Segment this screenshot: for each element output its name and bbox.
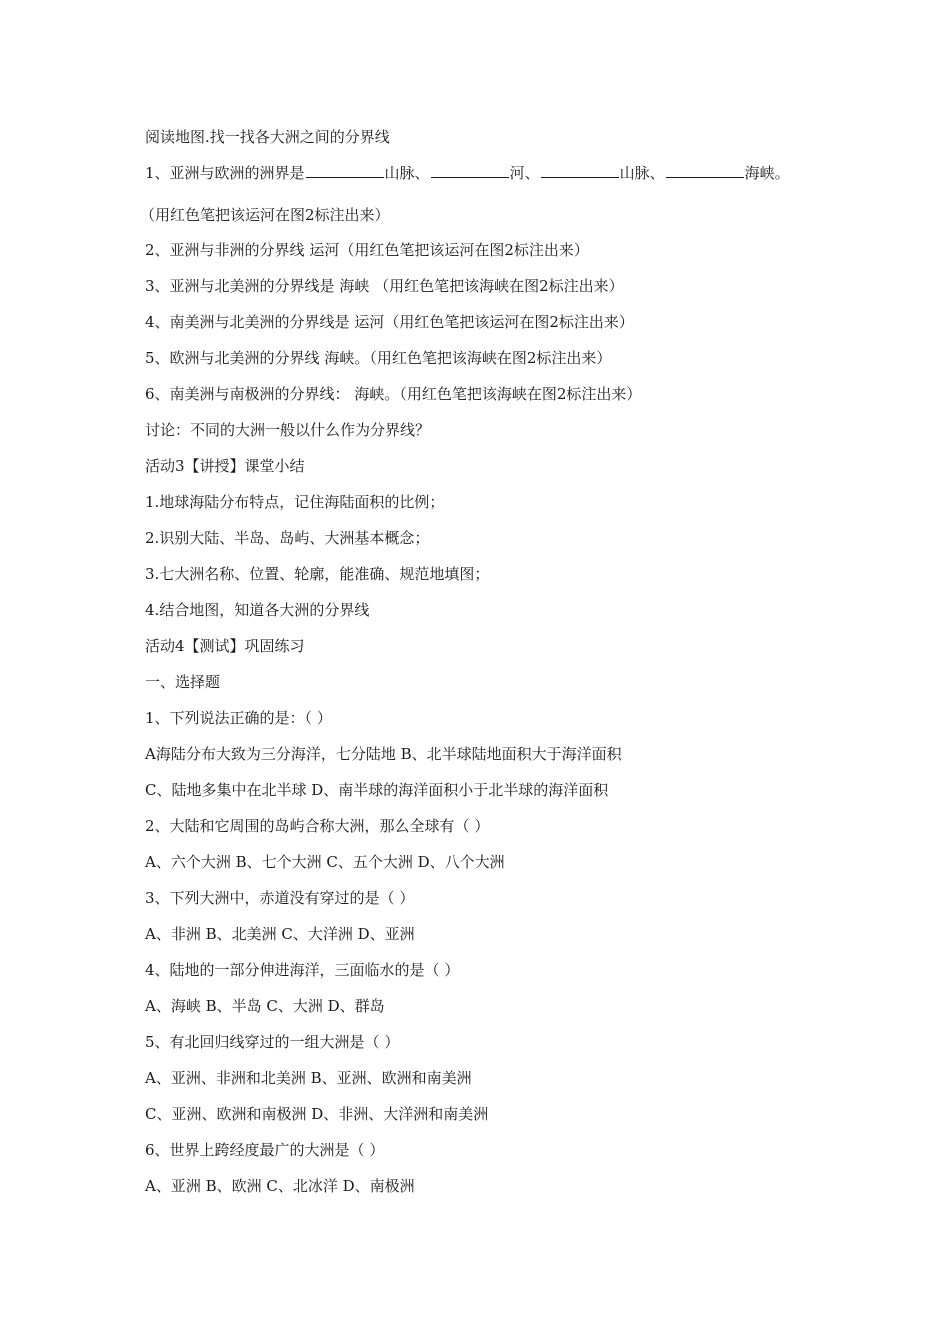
activity-3-title: 活动3【讲授】课堂小结 (145, 457, 305, 475)
intro-text: 阅读地图.找一找各大洲之间的分界线 (145, 128, 390, 146)
question-1-prefix: 1、亚洲与欧洲的洲界是 (145, 164, 305, 182)
quiz-options: A、非洲 B、北美洲 C、大洋洲 D、亚洲 (145, 925, 415, 943)
quiz-question: 6、世界上跨经度最广的大洲是（ ） (145, 1141, 385, 1159)
discussion-text: 讨论：不同的大洲一般以什么作为分界线？ (145, 421, 431, 439)
question-1-part-3: 山脉、 (619, 164, 665, 182)
question-1-part-1: 山脉、 (384, 164, 430, 182)
question-1-note: （用红色笔把该运河在图2标注出来） (140, 206, 390, 224)
quiz-question: 5、有北回归线穿过的一组大洲是（ ） (145, 1033, 400, 1051)
fill-blank-3[interactable] (541, 163, 619, 178)
question-1-part-4: 海峡。 (744, 164, 790, 182)
fill-blank-2[interactable] (431, 163, 509, 178)
quiz-question: 2、大陆和它周围的岛屿合称大洲，那么全球有（ ） (145, 817, 490, 835)
summary-point: 4.结合地图，知道各大洲的分界线 (145, 601, 370, 619)
boundary-item: 6、南美洲与南极洲的分界线： 海峡。（用红色笔把该海峡在图2标注出来） (145, 385, 642, 403)
quiz-options: A、亚洲、非洲和北美洲 B、亚洲、欧洲和南美洲 (145, 1069, 472, 1087)
question-1-part-2: 河、 (509, 164, 540, 182)
quiz-question: 1、下列说法正确的是：（ ） (145, 709, 332, 727)
quiz-options: A、亚洲 B、欧洲 C、北冰洋 D、南极洲 (145, 1177, 415, 1195)
boundary-item: 3、亚洲与北美洲的分界线是 海峡 （用红色笔把该海峡在图2标注出来） (145, 277, 624, 295)
boundary-item: 5、欧洲与北美洲的分界线 海峡。（用红色笔把该海峡在图2标注出来） (145, 349, 612, 367)
quiz-options: A、海峡 B、半岛 C、大洲 D、群岛 (145, 997, 385, 1015)
section-heading: 一、选择题 (145, 673, 221, 691)
quiz-options: A、六个大洲 B、七个大洲 C、五个大洲 D、八个大洲 (145, 853, 505, 871)
quiz-options: C、亚洲、欧洲和南极洲 D、非洲、大洋洲和南美洲 (145, 1105, 489, 1123)
summary-point: 2.识别大陆、半岛、岛屿、大洲基本概念； (145, 529, 430, 547)
summary-point: 1.地球海陆分布特点，记住海陆面积的比例； (145, 493, 445, 511)
question-1 (145, 163, 925, 183)
activity-4-title: 活动4【测试】巩固练习 (145, 637, 305, 655)
quiz-question: 3、下列大洲中，赤道没有穿过的是（ ） (145, 889, 415, 907)
quiz-question: 4、陆地的一部分伸进海洋，三面临水的是（ ） (145, 961, 460, 979)
fill-blank-4[interactable] (666, 163, 744, 178)
fill-blank-1[interactable] (306, 163, 384, 178)
quiz-options: C、陆地多集中在北半球 D、南半球的海洋面积小于北半球的海洋面积 (145, 781, 609, 799)
boundary-item: 4、南美洲与北美洲的分界线是 运河（用红色笔把该运河在图2标注出来） (145, 313, 634, 331)
quiz-options: A海陆分布大致为三分海洋，七分陆地 B、北半球陆地面积大于海洋面积 (145, 745, 622, 763)
summary-point: 3.七大洲名称、位置、轮廓，能准确、规范地填图； (145, 565, 490, 583)
boundary-item: 2、亚洲与非洲的分界线 运河（用红色笔把该运河在图2标注出来） (145, 241, 589, 259)
